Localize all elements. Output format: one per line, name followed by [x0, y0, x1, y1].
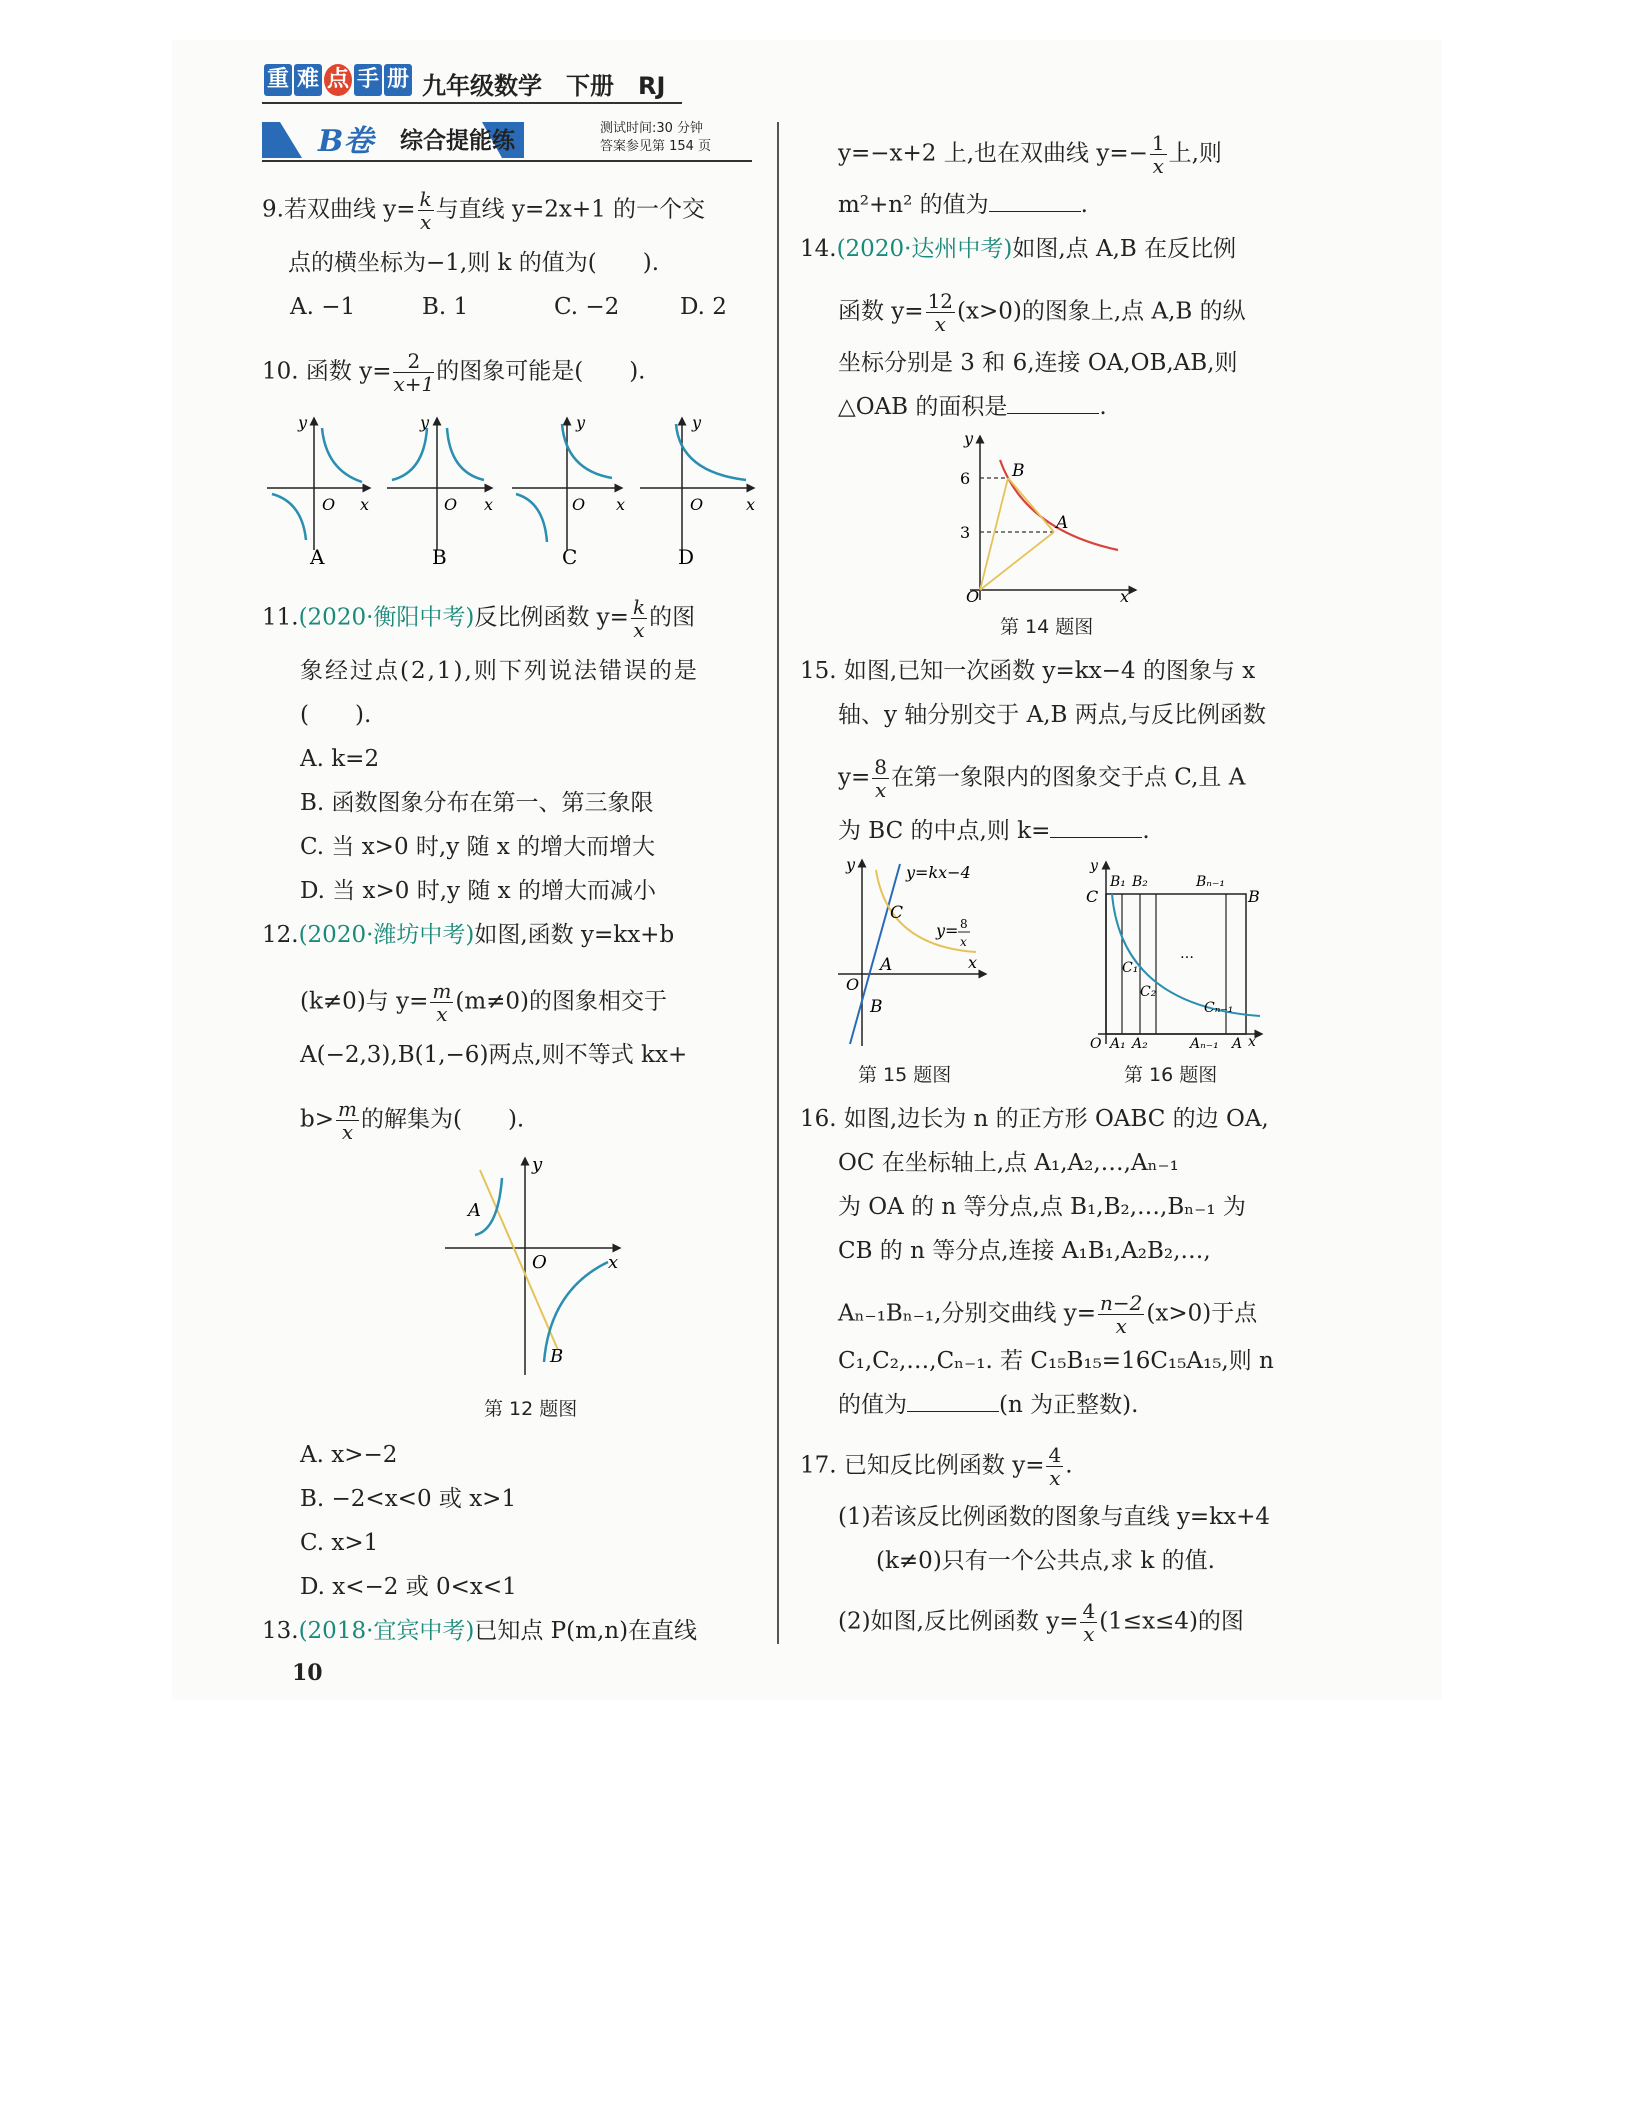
- brand-char: 重: [264, 64, 292, 96]
- q16-line6: C₁,C₂,…,Cₙ₋₁. 若 C₁₅B₁₅=16C₁₅A₁₅,则 n: [838, 1348, 1274, 1374]
- q14-frac: [926, 290, 955, 335]
- q10-graph-d: [640, 413, 755, 550]
- q14-line3: 坐标分别是 3 和 6,连接 OA,OB,AB,则: [838, 350, 1238, 376]
- frac-num: n−2: [1100, 1291, 1143, 1315]
- header-rule: [262, 102, 682, 104]
- q10-text: 的图象可能是( ).: [436, 358, 646, 385]
- q17-part1-line2: (k≠0)只有一个公共点,求 k 的值.: [876, 1548, 1215, 1574]
- axis-y-label: y: [846, 856, 856, 874]
- frac-num: 1: [1151, 131, 1165, 155]
- brand-char: 手: [354, 64, 382, 96]
- q12-option-b: B. −2<x<0 或 x>1: [300, 1486, 517, 1512]
- axis-x-label: x: [608, 1252, 619, 1273]
- q12-num: 12.: [262, 922, 299, 948]
- q16-label-b1: B₁: [1110, 874, 1126, 890]
- q15-line2: 轴、y 轴分别交于 A,B 两点,与反比例函数: [838, 702, 1267, 728]
- axis-y-label: y: [964, 430, 974, 448]
- q16-label-c: C: [1086, 887, 1099, 906]
- q12-option-c: C. x>1: [300, 1530, 379, 1556]
- brand-logo: [264, 64, 414, 100]
- q16-line2: OC 在坐标轴上,点 A₁,A₂,…,Aₙ₋₁: [838, 1150, 1179, 1176]
- axis-y-label: y: [298, 413, 308, 432]
- graph-label-c: C: [562, 545, 578, 569]
- q11-option-a: A. k=2: [300, 746, 380, 772]
- frac-den: x: [436, 1002, 448, 1026]
- q12-label-b: B: [550, 1346, 564, 1367]
- q10-frac: [393, 350, 434, 395]
- axis-y-label: y: [1090, 858, 1098, 874]
- q14-text: (x>0)的图象上,点 A,B 的纵: [957, 298, 1246, 325]
- q11-text: 反比例函数 y=: [474, 604, 629, 631]
- axis-x-label: x: [1248, 1034, 1256, 1050]
- q14-label-b: B: [1012, 461, 1025, 481]
- q16-line4: CB 的 n 等分点,连接 A₁B₁,A₂B₂,…,: [838, 1238, 1211, 1264]
- q14-num: 14.: [800, 236, 837, 262]
- q14-line2: [838, 290, 1246, 335]
- q17-text: (1≤x≤4)的图: [1099, 1608, 1244, 1635]
- q14-line4: [838, 392, 1107, 422]
- q16-label-b: B: [1248, 887, 1260, 906]
- q10-graph-c: [512, 413, 625, 550]
- q9-text: 9.若双曲线 y=: [262, 196, 416, 223]
- q12-text: (m≠0)的图象相交于: [455, 988, 668, 1015]
- q15-line-label: y=kx−4: [906, 863, 971, 882]
- q16-ellipsis: …: [1180, 946, 1194, 962]
- q10-graph-a: [267, 413, 370, 550]
- frac-num: k: [419, 187, 432, 211]
- q15-label-b: B: [870, 997, 883, 1017]
- axis-x-label: x: [1120, 587, 1130, 605]
- q14-tick-6: 6: [960, 469, 971, 488]
- q16-text: (x>0)于点: [1146, 1300, 1258, 1327]
- q17-part2-line1: [838, 1600, 1244, 1645]
- q11-num: 11.: [262, 604, 299, 631]
- q15-line1: 15. 如图,已知一次函数 y=kx−4 的图象与 x: [800, 658, 1256, 684]
- q15-frac: [872, 756, 889, 801]
- frac-den: x: [1049, 1466, 1061, 1490]
- q16-label-cn1: Cₙ₋₁: [1204, 1000, 1234, 1016]
- q13-text: y=−x+2 上,也在双曲线 y=−: [838, 140, 1148, 167]
- q15-text: y=: [838, 764, 871, 791]
- q17-text: (2)如图,反比例函数 y=: [838, 1608, 1079, 1635]
- q13-num: 13.: [262, 1618, 299, 1644]
- q9-option-a: A. −1: [290, 294, 356, 320]
- frac-num: 2: [393, 350, 434, 373]
- q12-line2: [300, 980, 667, 1025]
- frac-num: 4: [1082, 1599, 1096, 1623]
- q15-text: .: [1142, 818, 1150, 844]
- q13-text: m²+n² 的值为: [838, 192, 989, 218]
- q13-text: 上,则: [1168, 140, 1222, 167]
- q16-label-an1: Aₙ₋₁: [1190, 1036, 1219, 1050]
- q16-label-o: O: [1090, 1036, 1102, 1050]
- banner-volume: B卷: [318, 124, 374, 159]
- q15-text: 为 BC 的中点,则 k=: [838, 818, 1051, 844]
- frac-den: x: [1152, 154, 1164, 178]
- axis-x-label: x: [484, 495, 494, 514]
- q17-frac2: [1080, 1600, 1097, 1645]
- answer-ref: 答案参见第 154 页: [600, 139, 712, 154]
- q16-frac: [1098, 1292, 1144, 1337]
- banner-name: 综合提能练: [400, 128, 515, 154]
- frac-den: x+1: [393, 372, 435, 396]
- q15-label-a: A: [880, 955, 893, 975]
- q14-answer-blank[interactable]: [1007, 393, 1099, 414]
- q15-label-c: C: [890, 903, 904, 923]
- test-time: 测试时间:30 分钟: [600, 121, 704, 136]
- q13-frac: [1150, 132, 1167, 177]
- q16-label-bn1: Bₙ₋₁: [1196, 874, 1225, 890]
- q10-graphs: [262, 410, 762, 570]
- q12-line4: [300, 1098, 524, 1143]
- q14-line1: [800, 234, 1236, 264]
- q13-answer-blank[interactable]: [989, 191, 1081, 212]
- q15-text: 在第一象限内的图象交于点 C,且 A: [891, 764, 1246, 791]
- q12-caption: 第 12 题图: [484, 1398, 578, 1420]
- origin-label: O: [532, 1252, 547, 1273]
- q9-option-c: C. −2: [554, 294, 620, 320]
- q16-label-a2: A₂: [1132, 1036, 1148, 1050]
- brand-char: 点: [324, 64, 352, 96]
- q13-source: (2018·宜宾中考): [298, 1618, 475, 1644]
- q15-figure: [836, 856, 996, 1050]
- q10-graph-b: [387, 413, 493, 550]
- q16-label-a: A: [1232, 1036, 1243, 1050]
- q9-frac: [418, 188, 434, 233]
- q9-option-d: D. 2: [680, 294, 727, 320]
- q12-label-a: A: [468, 1200, 481, 1221]
- q16-text: (n 为正整数).: [999, 1392, 1139, 1418]
- origin-label: O: [966, 587, 980, 605]
- q11-text: 的图: [649, 604, 696, 631]
- q13-text: 已知点 P(m,n)在直线: [474, 1618, 698, 1644]
- q16-label-c2: C₂: [1140, 984, 1157, 1000]
- graph-label-b: B: [432, 545, 447, 569]
- q14-source: (2020·达州中考): [836, 236, 1013, 262]
- q16-figure: [1076, 856, 1266, 1050]
- axis-x-label: x: [616, 495, 626, 514]
- frac-den: x: [874, 778, 887, 802]
- axis-x-label: x: [746, 495, 756, 514]
- frac-num: k: [632, 595, 646, 619]
- q14-text: .: [1099, 394, 1107, 420]
- q12-frac: [430, 980, 453, 1025]
- q16-text: Aₙ₋₁Bₙ₋₁,分别交曲线 y=: [838, 1300, 1097, 1327]
- q10-text: 10. 函数 y=: [262, 358, 392, 385]
- q16-line7: [838, 1390, 1138, 1420]
- frac-den: x: [633, 618, 645, 642]
- q16-label-a1: A₁: [1110, 1036, 1126, 1050]
- column-divider: [777, 122, 779, 1644]
- origin-label: O: [444, 495, 458, 514]
- q9-line1: [262, 188, 705, 233]
- banner-meta: [600, 120, 711, 156]
- q16-label-b2: B₂: [1132, 874, 1148, 890]
- q11-line3: ( ).: [300, 702, 372, 728]
- axis-y-label: y: [576, 413, 586, 432]
- axis-y-label: y: [692, 413, 702, 432]
- frac-den: x: [1083, 1622, 1095, 1646]
- graph-label-d: D: [678, 545, 695, 569]
- q12-text: 的解集为( ).: [360, 1106, 525, 1133]
- q14-figure: [950, 430, 1140, 605]
- q16-answer-blank[interactable]: [907, 1391, 999, 1412]
- frac-num: m: [338, 1097, 357, 1121]
- q14-text: △OAB 的面积是: [838, 394, 1008, 420]
- q14-label-a: A: [1056, 513, 1069, 533]
- q11-option-d: D. 当 x>0 时,y 随 x 的增大而减小: [300, 878, 656, 904]
- q15-answer-blank[interactable]: [1050, 817, 1142, 838]
- q11-line2: 象经过点(2,1),则下列说法错误的是: [300, 658, 699, 684]
- q13-line3: [838, 190, 1088, 220]
- q12-option-d: D. x<−2 或 0<x<1: [300, 1574, 517, 1600]
- brand-char: 册: [384, 64, 412, 96]
- origin-label: O: [572, 495, 586, 514]
- q11-source: (2020·衡阳中考): [298, 604, 475, 631]
- q12-option-a: A. x>−2: [300, 1442, 398, 1468]
- axis-y-label: y: [420, 413, 430, 432]
- page-number: 10: [292, 1660, 323, 1686]
- q9-text: 与直线 y=2x+1 的一个交: [435, 196, 706, 223]
- q15-curve-frac-num: 8: [960, 917, 968, 931]
- q16-text: 的值为: [838, 1392, 907, 1418]
- axis-x-label: x: [360, 495, 370, 514]
- q16-caption: 第 16 题图: [1124, 1064, 1218, 1086]
- q13-line2: [838, 132, 1222, 177]
- origin-label: O: [846, 975, 860, 994]
- q9-option-b: B. 1: [422, 294, 469, 320]
- q17-part1-line1: (1)若该反比例函数的图象与直线 y=kx+4: [838, 1504, 1270, 1530]
- origin-label: O: [690, 495, 704, 514]
- q11-option-c: C. 当 x>0 时,y 随 x 的增大而增大: [300, 834, 656, 860]
- axis-x-label: x: [968, 953, 978, 972]
- q15-curve-label: y=: [936, 921, 959, 940]
- q16-line3: 为 OA 的 n 等分点,点 B₁,B₂,…,Bₙ₋₁ 为: [838, 1194, 1246, 1220]
- q12-figure: [440, 1150, 630, 1380]
- q14-caption: 第 14 题图: [1000, 616, 1094, 638]
- q11-frac: [631, 596, 647, 641]
- q16-label-c1: C₁: [1122, 960, 1139, 976]
- q12-text: 如图,函数 y=kx+b: [474, 922, 675, 948]
- q12-line1: [262, 920, 674, 950]
- frac-num: 4: [1048, 1443, 1062, 1467]
- frac-num: 8: [874, 755, 887, 779]
- q9-line2: 点的横坐标为−1,则 k 的值为( ).: [288, 250, 660, 276]
- q14-text: 如图,点 A,B 在反比例: [1012, 236, 1237, 262]
- q15-curve-frac-den: x: [960, 935, 967, 949]
- frac-num: m: [432, 979, 452, 1003]
- q15-line4: [838, 816, 1150, 846]
- q13-text: .: [1080, 192, 1088, 218]
- q16-line1: 16. 如图,边长为 n 的正方形 OABC 的边 OA,: [800, 1106, 1269, 1132]
- brand-char: 难: [294, 64, 322, 96]
- q17-text: 17. 已知反比例函数 y=: [800, 1452, 1045, 1479]
- frac-den: x: [419, 210, 432, 234]
- header-title: 九年级数学 下册 RJ: [422, 72, 666, 100]
- graph-label-a: A: [310, 545, 325, 569]
- q17-frac: [1046, 1444, 1063, 1489]
- q12-line3: A(−2,3),B(1,−6)两点,则不等式 kx+: [300, 1042, 688, 1068]
- q17-text: .: [1065, 1452, 1073, 1479]
- q10-line: [262, 350, 646, 395]
- q12-text: b>: [300, 1106, 334, 1133]
- frac-den: x: [1115, 1314, 1127, 1338]
- q13-line1: [262, 1616, 697, 1646]
- q17-line1: [800, 1444, 1073, 1489]
- q14-tick-3: 3: [960, 523, 971, 542]
- frac-den: x: [934, 312, 946, 336]
- frac-num: 12: [927, 289, 954, 313]
- axis-y-label: y: [532, 1154, 543, 1175]
- banner-rule: [262, 160, 752, 162]
- origin-label: O: [322, 495, 336, 514]
- q12-frac2: [336, 1098, 359, 1143]
- q15-caption: 第 15 题图: [858, 1064, 952, 1086]
- q12-source: (2020·潍坊中考): [298, 922, 475, 948]
- q11-line1: [262, 596, 695, 641]
- q11-option-b: B. 函数图象分布在第一、第三象限: [300, 790, 654, 816]
- q15-line3: [838, 756, 1245, 801]
- frac-den: x: [341, 1120, 354, 1144]
- q12-text: (k≠0)与 y=: [300, 988, 429, 1015]
- q16-line5: [838, 1292, 1257, 1337]
- q14-text: 函数 y=: [838, 298, 924, 325]
